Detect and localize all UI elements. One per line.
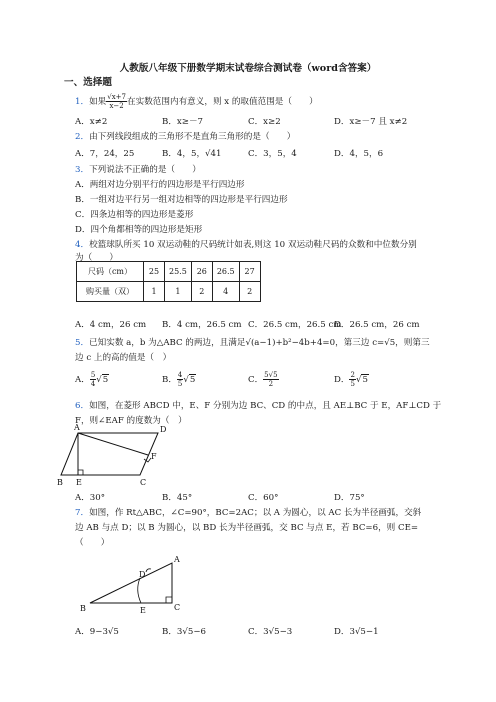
option-b: B．4 cm，26.5 cm: [162, 320, 242, 330]
fraction-numerator: √x+7: [107, 93, 126, 101]
option-c: C．四条边相等的四边形是菱形: [75, 210, 194, 220]
vertex-label-f: F: [151, 452, 157, 461]
question-text: 在实数范围内有意义，则 x 的取值范围是（ ）: [127, 97, 318, 107]
question-text: （ ）: [75, 538, 110, 548]
radicand: 5: [362, 375, 368, 385]
table-cell: 2: [191, 282, 212, 302]
table-cell: 购买量（双）: [77, 282, 144, 302]
option-d: D．75°: [334, 493, 365, 503]
question-text: 由下列线段组成的三角形不是直角三角形的是（ ）: [89, 132, 296, 142]
option-d: D．26.5 cm，26 cm: [334, 320, 420, 330]
option-d: D．四个角都相等的四边形是矩形: [75, 225, 203, 235]
fraction-numerator: 4: [177, 371, 183, 379]
fraction-numerator: 2: [350, 371, 355, 379]
option-b: B．3√5−6: [162, 627, 206, 637]
vertex-label-d: D: [139, 570, 146, 579]
fraction-denominator: x−2: [109, 102, 124, 110]
question-text: 如果: [89, 97, 107, 107]
option-label: B．: [162, 375, 177, 385]
table-cell: 2: [239, 282, 260, 302]
question-number: 3．: [75, 165, 90, 175]
option-c: C．26.5 cm，26.5 cm: [248, 320, 342, 330]
option-b: B．45°: [162, 493, 193, 503]
option-label: D．: [334, 375, 350, 385]
question-number: 6．: [75, 401, 90, 411]
table-cell: 1: [144, 282, 165, 302]
option-a: A．7，24，25: [75, 149, 135, 159]
vertex-label-e: E: [140, 606, 146, 615]
option-d: D．x≥－7 且 x≠2: [334, 117, 408, 127]
vertex-label-d: D: [160, 425, 167, 434]
option-d: D．3√5−1: [334, 627, 379, 637]
option-c: C．3√5−3: [248, 627, 293, 637]
option-d: D． $\frac{2}{5}$ √5: [334, 371, 368, 388]
question-text: 如图，作 Rt△ABC，∠C=90°，BC=2AC；以 A 为圆心，以 AC 长为半径画弧，交斜: [89, 508, 422, 518]
fraction-numerator: 5√5: [264, 371, 278, 379]
vertex-label-b: B: [57, 478, 63, 487]
option-b: B．一组对边平行另一组对边相等的四边形是平行四边形: [75, 195, 288, 205]
option-label: C．: [248, 375, 264, 385]
table-cell: 25: [144, 262, 165, 282]
option-a: A．9−3√5: [75, 627, 119, 637]
vertex-label-c: C: [140, 478, 147, 487]
fraction-denominator: 2: [268, 380, 274, 388]
vertex-label-a: A: [174, 555, 180, 564]
option-c: C．60°: [248, 493, 279, 503]
vertex-label-b: B: [80, 604, 86, 613]
option-a: A．30°: [75, 493, 106, 503]
option-c: C．3，5，4: [248, 149, 297, 159]
question-text: 边 c 上的高的值是（ ）: [75, 353, 172, 363]
question-number: 5．: [75, 338, 90, 348]
page-title: 人教版八年级下册数学期末试卷综合测试卷（word含答案）: [119, 63, 377, 74]
fraction-denominator: 5: [350, 380, 355, 388]
question-number: 2．: [75, 132, 90, 142]
table-cell: 1: [165, 282, 192, 302]
question-text: F，则∠EAF 的度数为（ ）: [75, 416, 187, 426]
question-number: 7．: [75, 508, 90, 518]
fraction-denominator: 5: [177, 380, 183, 388]
fraction-denominator: 4: [90, 380, 96, 388]
option-c: C．x≥2: [248, 117, 281, 127]
table-cell: 26: [191, 262, 212, 282]
section-heading: 一、选择题: [64, 77, 112, 88]
option-b: B．4，5，√41: [162, 149, 222, 159]
option-a: A．两组对边分别平行的四边形是平行四边形: [75, 180, 245, 190]
option-d: D．4，5，6: [334, 149, 384, 159]
option-b: B．x≥－7: [162, 117, 204, 127]
table-cell: 尺码（cm）: [77, 262, 144, 282]
question-text: 校篮球队所买 10 双运动鞋的尺码统计如表,则这 10 双运动鞋尺码的众数和中位数分别: [89, 240, 417, 250]
table-cell: 25.5: [165, 262, 192, 282]
table-cell: 27: [239, 262, 260, 282]
radicand: 5: [102, 375, 109, 385]
vertex-label-c: C: [174, 603, 181, 612]
fraction-numerator: 5: [90, 371, 96, 379]
question-number: 4．: [75, 240, 90, 250]
option-a: A．4 cm，26 cm: [75, 320, 147, 330]
option-label: A．: [75, 375, 90, 385]
vertex-label-a: A: [74, 423, 80, 432]
vertex-label-e: E: [76, 478, 82, 487]
table-cell: 26.5: [212, 262, 239, 282]
question-text: 下列说法不正确的是（ ）: [89, 165, 201, 175]
option-a: A．x≠2: [75, 117, 108, 127]
table-cell: 4: [212, 282, 239, 302]
question-text: 如图，在菱形 ABCD 中，E、F 分别为边 BC、CD 的中点，且 AE⊥BC 于 E，AF⊥CD 于: [89, 401, 442, 411]
option-b: B． $\frac{4}{5}$ √5: [162, 371, 196, 388]
question-text: 为（ ）: [75, 253, 118, 263]
question-text: 已知实数 a，b 为△ABC 的两边，且满足√(a−1)+b²−4b+4=0，第三边 c=√5，则第三: [89, 338, 430, 348]
question-text: 边 AB 与点 D；以 B 为圆心，以 BD 长为半径画弧，交 BC 与点 E，若 BC=6，则 CE=: [75, 523, 419, 533]
radicand: 5: [189, 375, 196, 385]
question-number: 1．: [75, 97, 90, 107]
option-a: A． $\frac{5}{4}$ √5: [75, 371, 109, 388]
